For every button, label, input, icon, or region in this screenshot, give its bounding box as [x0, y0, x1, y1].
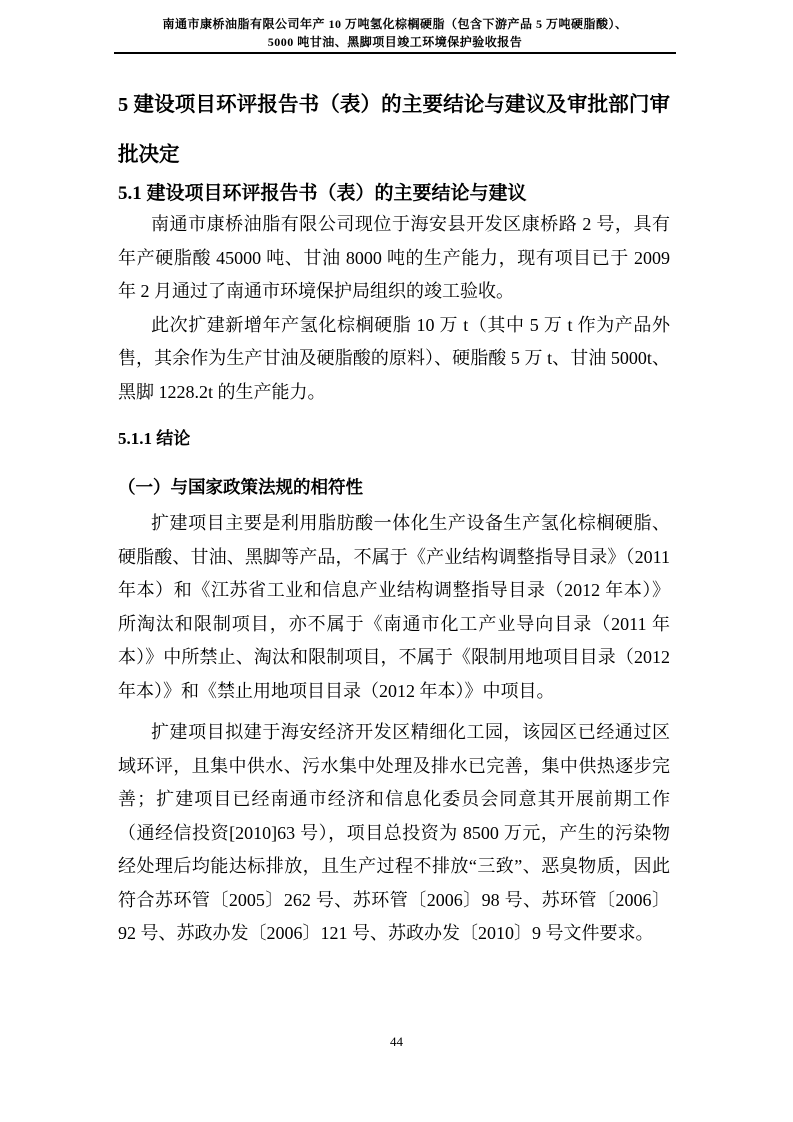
page-number: 44 [390, 1034, 403, 1049]
subsection-heading-5-1-1: 5.1.1 结论 [118, 429, 191, 448]
item-heading-policy-compliance: （一）与国家政策法规的相符性 [118, 477, 363, 497]
paragraph-expansion-capacity: 此次扩建新增年产氢化棕榈硬脂 10 万 t（其中 5 万 t 作为产品外售，其余作为生产甘油及硬脂酸的原料）、硬脂酸 5 万 t、甘油 5000t、黑脚 1228.2t 的生产能力。 [118, 314, 670, 402]
document-body [118, 80, 670, 951]
paragraph-park-approval: 扩建项目拟建于海安经济开发区精细化工园，该园区已经通过区域环评，且集中供水、污水集中处理及排水已完善，集中供热逐步完善；扩建项目已经南通市经济和信息化委员会同意其开展前期工作（通经信投资[2010]63 号），项目总投资为 8500 万元，产生的污染物经处理后均能达标排放，且生产过程不排放“三致”、恶臭物质，因此符合苏环管〔2005〕262 号、苏环管〔2006〕98 号、苏环管〔2006〕92 号、苏政办发〔2006〕121 号、苏政办发〔2010〕9 号文件要求。 [118, 722, 670, 943]
paragraph-catalog-compliance: 扩建项目主要是利用脂肪酸一体化生产设备生产氢化棕榈硬脂、硬脂酸、甘油、黑脚等产品，不属于《产业结构调整指导目录》（2011 年本）和《江苏省工业和信息产业结构调整指导目录（2012 年本）》所淘汰和限制项目，亦不属于《南通市化工产业导向目录（2011 年本）》中所禁止、淘汰和限制项目，不属于《限制用地项目目录（2012 年本）》和《禁止用地项目目录（2012 年本）》中项目。 [118, 513, 670, 701]
page-header [114, 16, 676, 51]
section-heading-5-1: 5.1 建设项目环评报告书（表）的主要结论与建议 [118, 183, 527, 204]
paragraph-company-intro: 南通市康桥油脂有限公司现位于海安县开发区康桥路 2 号，具有年产硬脂酸 45000 吨、甘油 8000 吨的生产能力，现有项目已于 2009 年 2 月通过了南通市环境保护局组织的竣工验收。 [118, 214, 670, 301]
header-title-line2: 5000 吨甘油、黑脚项目竣工环境保护验收报告 [267, 34, 523, 49]
header-title-line1: 南通市康桥油脂有限公司年产 10 万吨氢化棕榈硬脂（包含下游产品 5 万吨硬脂酸）、 [162, 17, 628, 31]
header-divider [114, 52, 676, 54]
chapter-heading: 5 建设项目环评报告书（表）的主要结论与建议及审批部门审批决定 [118, 94, 670, 166]
